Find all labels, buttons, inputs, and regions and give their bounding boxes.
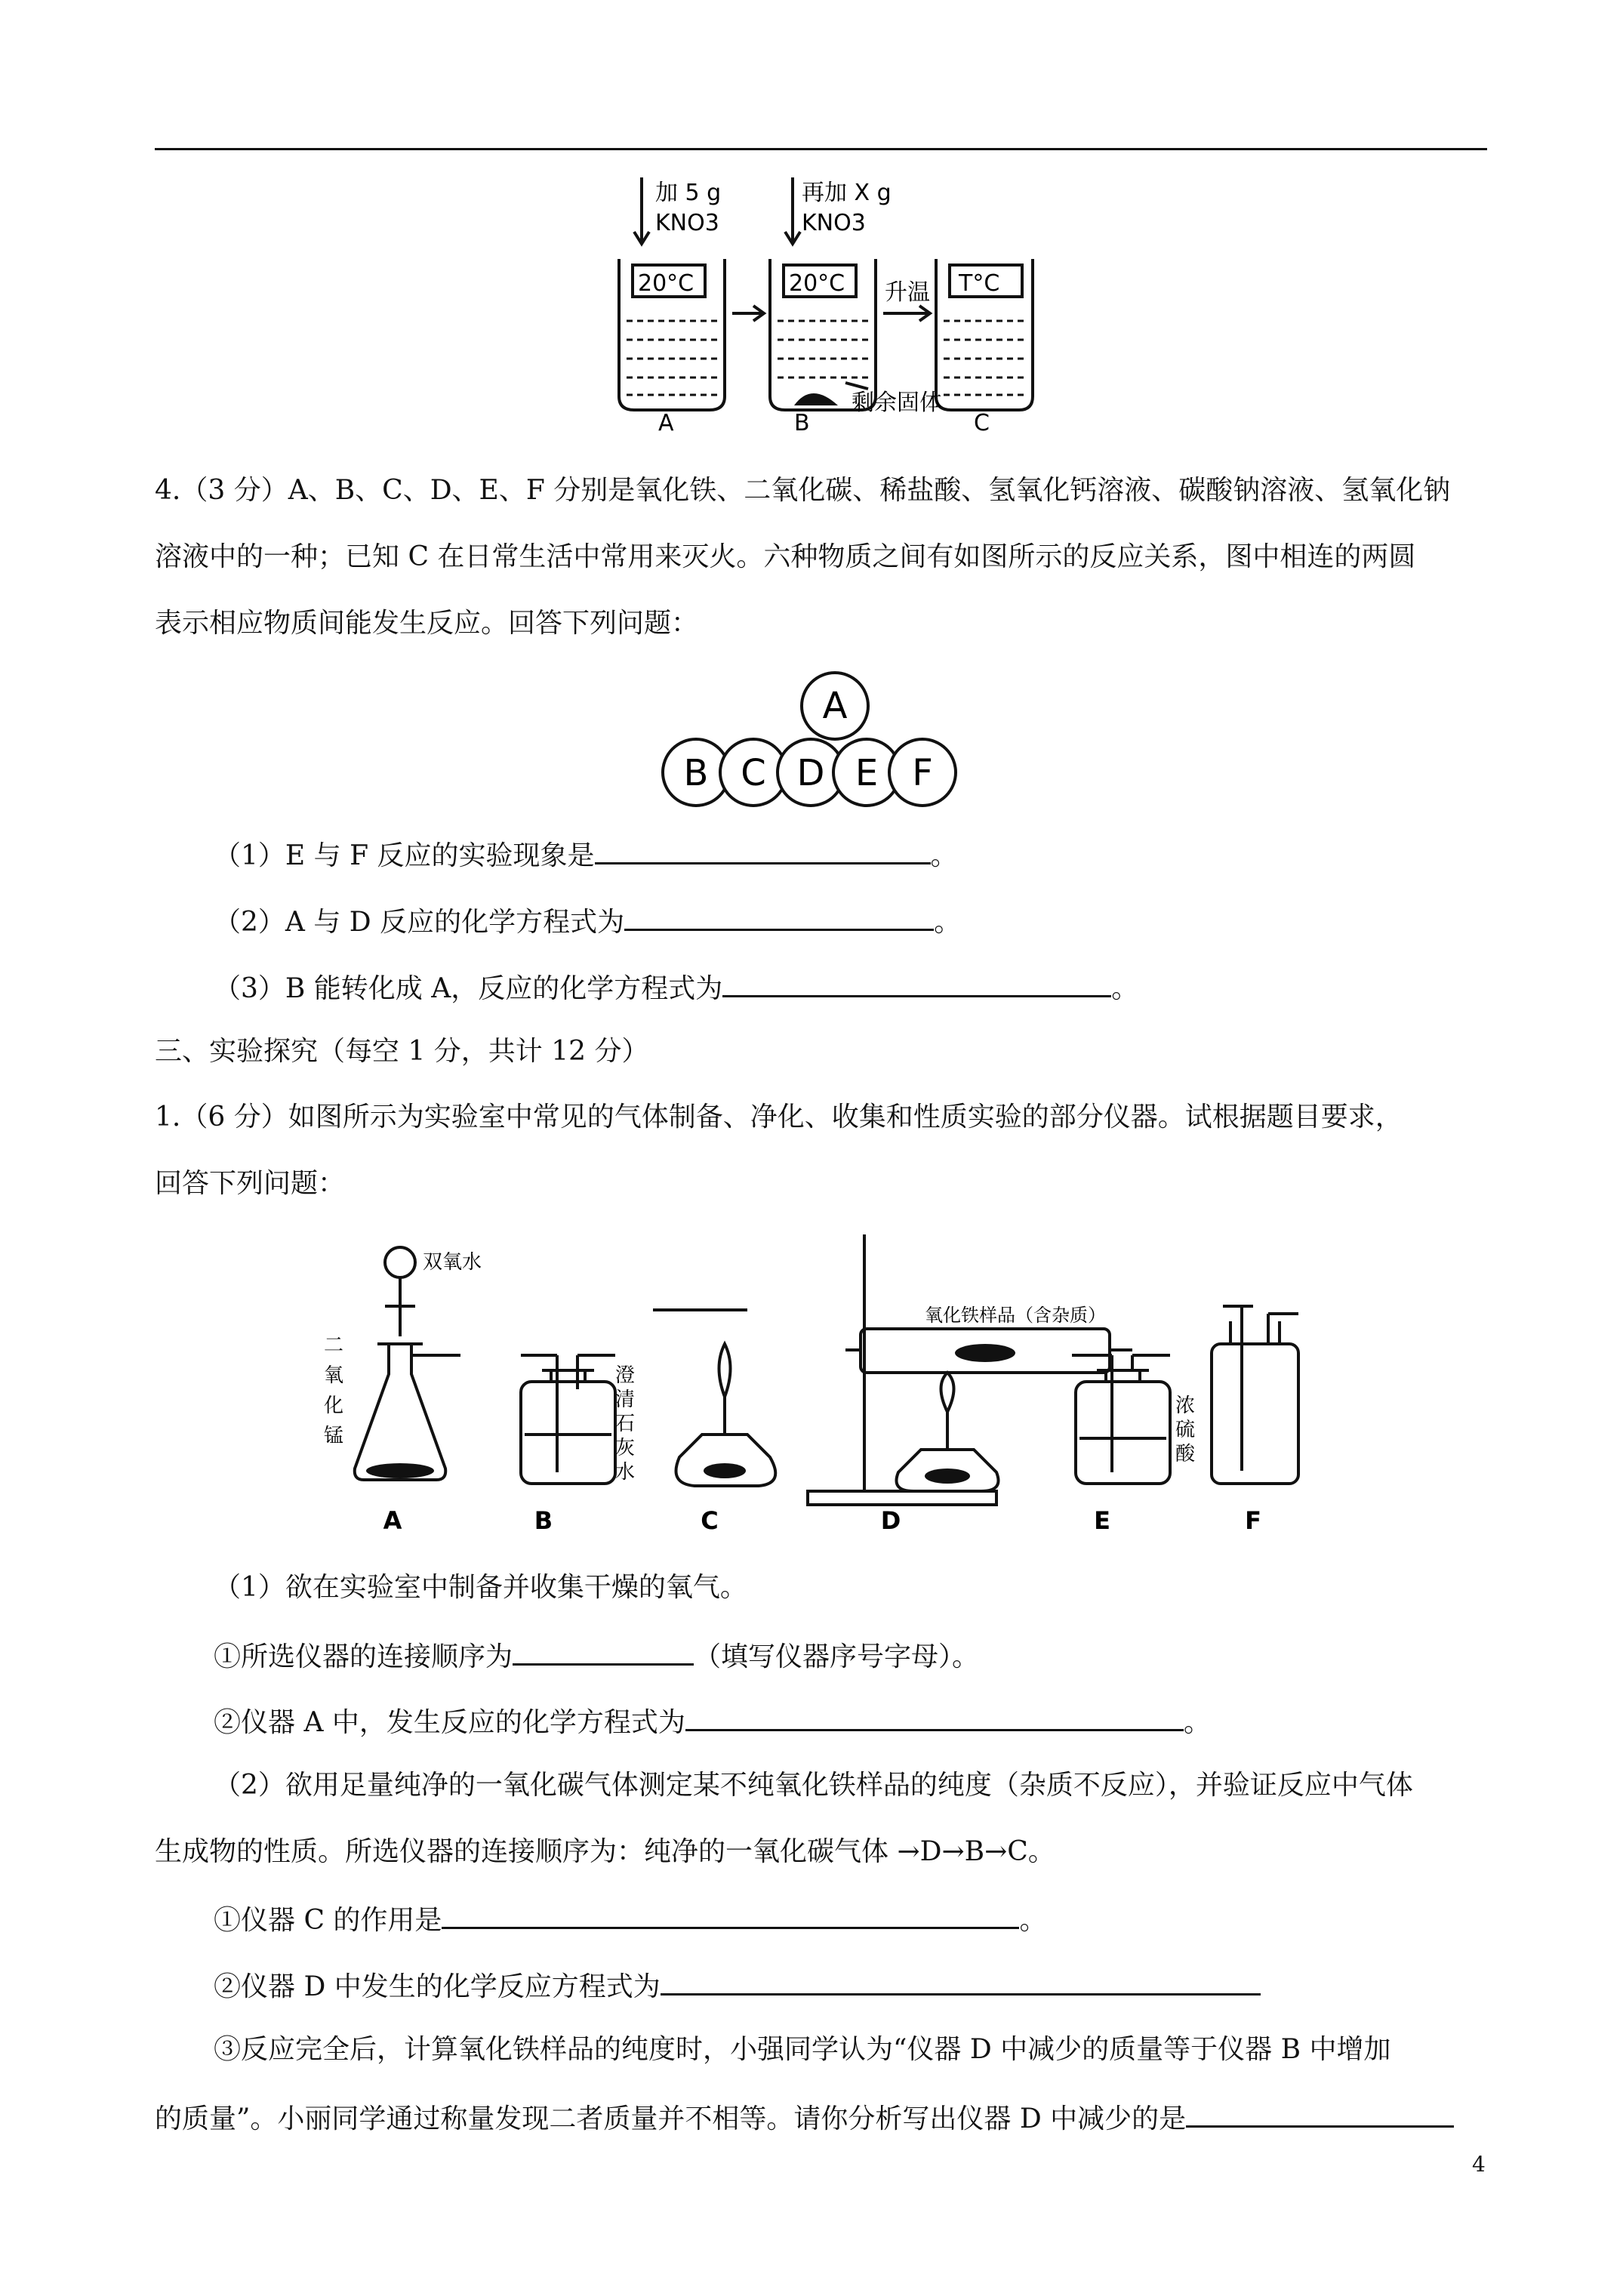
answer-blank[interactable] [722, 972, 1111, 997]
part2-c-line2: 的质量”。小丽同学通过称量发现二者质量并不相等。请你分析写出仪器 D 中减少的是 [155, 2103, 1491, 2133]
label-a: A [383, 1506, 402, 1535]
part1-a: ①所选仪器的连接顺序为 （填写仪器序号字母）。 [214, 1641, 980, 1672]
label-c: C [701, 1506, 719, 1535]
q4-line2: 溶液中的一种；已知 C 在日常生活中常用来灭火。六种物质之间有如图所示的反应关系，图中相连的两圆 [155, 541, 1416, 572]
svg-text:化: 化 [323, 1395, 344, 1417]
q4-line1: 4.（3 分）A、B、C、D、E、F 分别是氧化铁、二氧化碳、稀盐酸、氢氧化钙溶液、碳酸钠溶液、氢氧化钠 [155, 475, 1451, 506]
circle-c: C [741, 752, 766, 794]
label-d: D [880, 1506, 901, 1535]
svg-text:水: 水 [614, 1461, 636, 1484]
page-number: 4 [1472, 2152, 1486, 2177]
part1: （1）欲在实验室中制备并收集干燥的氧气。 [214, 1572, 747, 1603]
add-kno3-label: 加 5 g [655, 180, 722, 206]
svg-text:澄: 澄 [614, 1364, 636, 1387]
circle-b: B [683, 752, 709, 794]
circle-f: F [912, 752, 933, 794]
answer-blank[interactable] [1186, 2103, 1454, 2128]
beaker-figure [596, 170, 1034, 442]
part1-b: ②仪器 A 中，发生反应的化学方程式为 。 [214, 1707, 1211, 1738]
svg-text:锰: 锰 [323, 1425, 344, 1447]
circle-d: D [796, 752, 825, 794]
circle-a: A [822, 685, 848, 727]
label-f: F [1245, 1506, 1261, 1535]
answer-blank[interactable] [661, 1971, 1261, 1996]
svg-text:石: 石 [614, 1413, 636, 1435]
heat-label: 升温 [885, 279, 930, 306]
svg-text:C: C [974, 410, 990, 436]
answer-blank[interactable] [685, 1706, 1184, 1731]
h2o2-label: 双氧水 [423, 1251, 482, 1274]
part2-a: ①仪器 C 的作用是 。 [214, 1905, 1047, 1936]
svg-text:B: B [794, 410, 810, 436]
sample-label: 氧化铁样品（含杂质） [925, 1305, 1106, 1326]
part2-line2: 生成物的性质。所选仪器的连接顺序为：纯净的一氧化碳气体 →D→B→C。 [155, 1836, 1055, 1867]
header-rule [155, 148, 1487, 150]
svg-text:清: 清 [614, 1388, 636, 1411]
label-e: E [1094, 1506, 1110, 1535]
exp-q1-line1: 1.（6 分）如图所示为实验室中常见的气体制备、净化、收集和性质实验的部分仪器。试根据题目要求， [155, 1102, 1403, 1133]
svg-text:氧: 氧 [323, 1364, 344, 1387]
residue-solid [794, 393, 838, 405]
label-b: B [534, 1506, 553, 1535]
answer-blank[interactable] [513, 1641, 694, 1666]
part2-b: ②仪器 D 中发生的化学反应方程式为 [214, 1971, 1550, 2001]
svg-text:20°C: 20°C [638, 270, 694, 297]
svg-text:酸: 酸 [1175, 1443, 1196, 1465]
residue-label: 剩余固体 [852, 390, 942, 416]
svg-text:浓: 浓 [1175, 1395, 1196, 1417]
part2-line1: （2）欲用足量纯净的一氧化碳气体测定某不纯氧化铁样品的纯度（杂质不反应），并验证反应中气体 [214, 1770, 1413, 1801]
section-title: 三、实验探究（每空 1 分，共计 12 分） [155, 1036, 649, 1067]
add-more-kno3-label: 再加 X g [802, 180, 892, 206]
svg-text:硫: 硫 [1175, 1419, 1196, 1441]
apparatus-figure [317, 1231, 1306, 1548]
answer-blank[interactable] [595, 840, 931, 864]
svg-text:二: 二 [323, 1334, 344, 1357]
answer-blank[interactable] [624, 906, 934, 931]
exp-q1-line2: 回答下列问题： [155, 1168, 346, 1199]
svg-text:KNO3: KNO3 [655, 210, 719, 236]
q4-sub3: （3）B 能转化成 A，反应的化学方程式为 。 [214, 973, 1139, 1004]
svg-text:A: A [658, 410, 674, 436]
svg-text:灰: 灰 [614, 1437, 636, 1459]
svg-text:KNO3: KNO3 [802, 210, 866, 236]
q4-sub2: （2）A 与 D 反应的化学方程式为 。 [214, 907, 962, 938]
answer-blank[interactable] [442, 1904, 1019, 1929]
part2-c-line1: ③反应完全后，计算氧化铁样品的纯度时，小强同学认为“仪器 D 中减少的质量等于仪器 B 中增加 [214, 2034, 1391, 2065]
q4-line3: 表示相应物质间能发生反应。回答下列问题： [155, 608, 699, 639]
svg-text:T°C: T°C [959, 270, 1000, 297]
q4-sub1: （1）E 与 F 反应的实验现象是 。 [214, 840, 958, 871]
svg-text:20°C: 20°C [789, 270, 845, 297]
circle-e: E [855, 752, 879, 794]
circle-diagram [657, 661, 974, 819]
